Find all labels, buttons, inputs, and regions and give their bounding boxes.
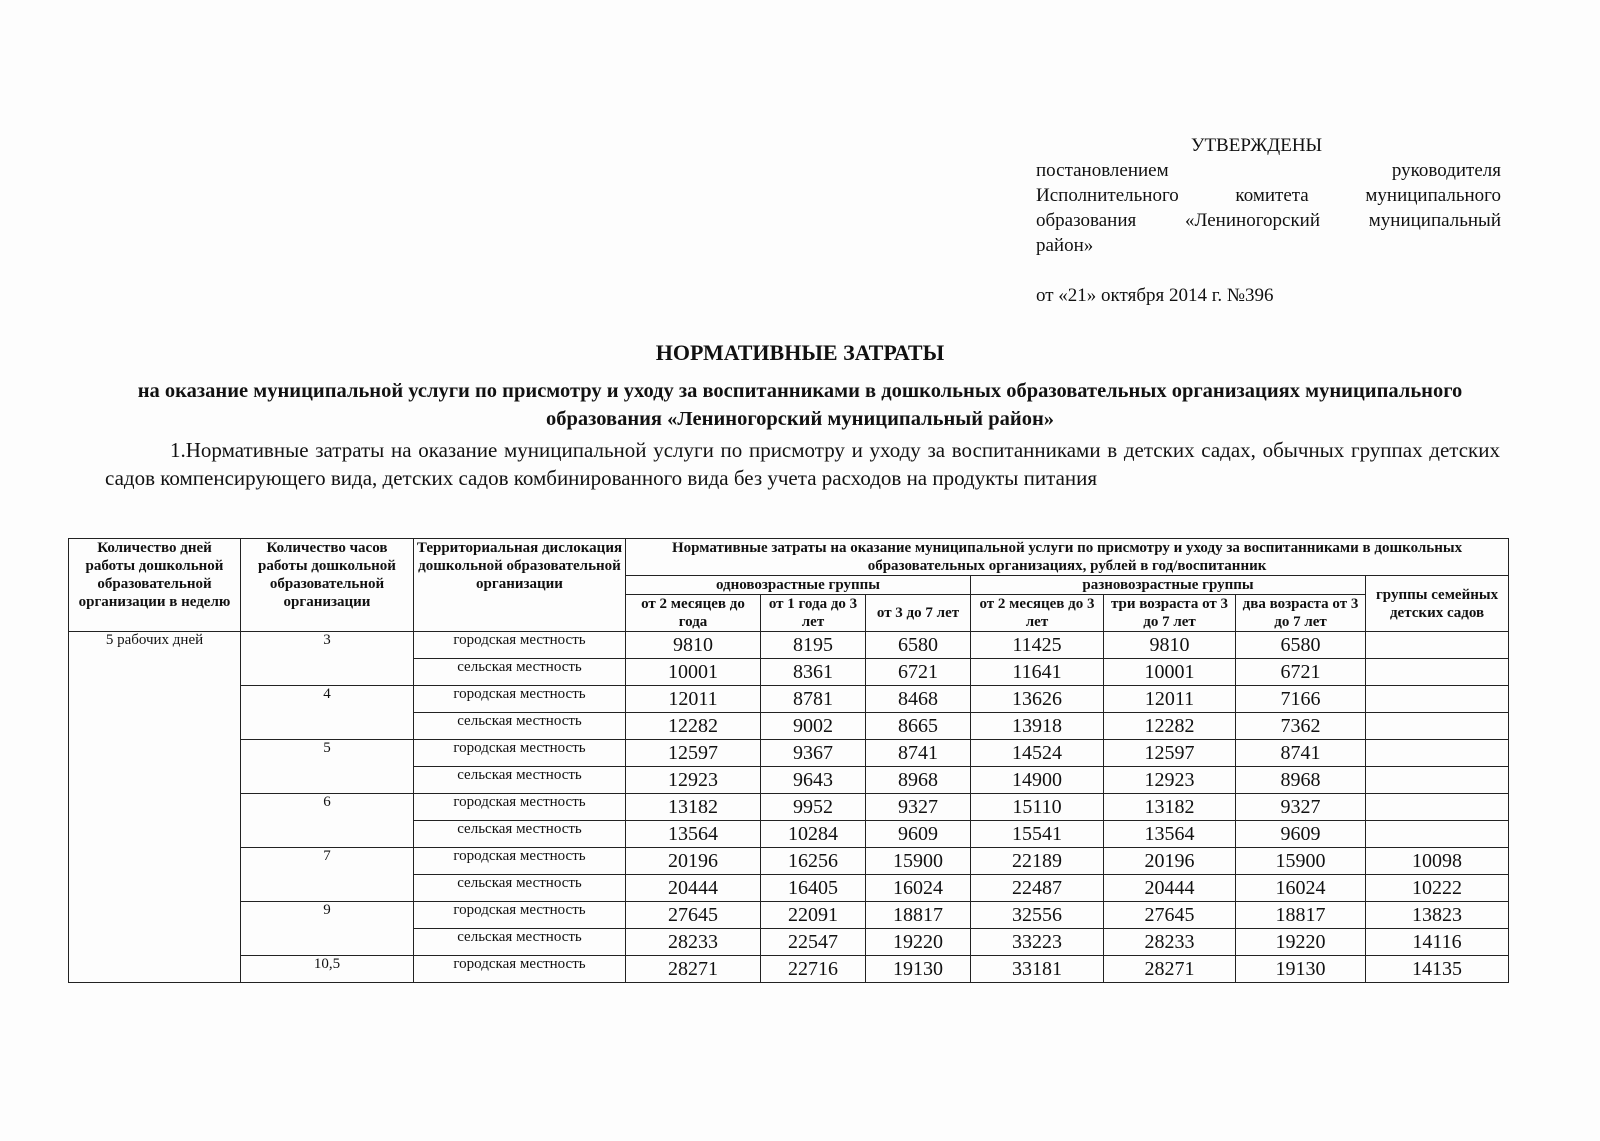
approval-block xyxy=(1036,133,1501,308)
value-cell: 13626 xyxy=(971,686,1104,713)
value-cell: 15900 xyxy=(1236,848,1366,875)
value-cell: 28233 xyxy=(1104,929,1236,956)
header-col: от 3 до 7 лет xyxy=(866,595,971,632)
hours-cell: 5 xyxy=(241,740,414,794)
header-col: от 2 месяцев до года xyxy=(626,595,761,632)
value-cell: 6721 xyxy=(866,659,971,686)
value-cell: 12597 xyxy=(626,740,761,767)
location-cell: сельская местность xyxy=(414,821,626,848)
value-cell: 19130 xyxy=(866,956,971,983)
header-col: от 2 месяцев до 3 лет xyxy=(971,595,1104,632)
value-cell: 15900 xyxy=(866,848,971,875)
value-cell: 22189 xyxy=(971,848,1104,875)
value-cell: 8665 xyxy=(866,713,971,740)
value-cell: 8741 xyxy=(866,740,971,767)
value-cell: 28271 xyxy=(1104,956,1236,983)
hours-cell: 3 xyxy=(241,632,414,686)
value-cell: 19130 xyxy=(1236,956,1366,983)
value-cell: 9643 xyxy=(761,767,866,794)
value-cell: 16256 xyxy=(761,848,866,875)
value-cell: 8741 xyxy=(1236,740,1366,767)
value-cell: 22547 xyxy=(761,929,866,956)
value-cell xyxy=(1366,821,1509,848)
value-cell: 16024 xyxy=(1236,875,1366,902)
value-cell xyxy=(1366,794,1509,821)
location-cell: городская местность xyxy=(414,632,626,659)
value-cell: 9327 xyxy=(1236,794,1366,821)
location-cell: городская местность xyxy=(414,740,626,767)
approval-line: Исполнительного комитета муниципального xyxy=(1036,185,1501,206)
value-cell: 13564 xyxy=(626,821,761,848)
header-costs: Нормативные затраты на оказание муниципальной услуги по присмотру и уходу за воспитанниками в дошкольных образовательных организациях, рублей в год/воспитанник xyxy=(626,539,1509,576)
value-cell: 27645 xyxy=(626,902,761,929)
value-cell xyxy=(1366,713,1509,740)
value-cell: 14135 xyxy=(1366,956,1509,983)
hours-cell: 9 xyxy=(241,902,414,956)
value-cell: 6580 xyxy=(866,632,971,659)
value-cell: 33223 xyxy=(971,929,1104,956)
value-cell: 15541 xyxy=(971,821,1104,848)
value-cell xyxy=(1366,632,1509,659)
approval-date: от «21» октября 2014 г. №396 xyxy=(1036,285,1274,306)
paragraph-1: 1.Нормативные затраты на оказание муниципальной услуги по присмотру и уходу за воспитанниками в детских садах, обычных группах детских садов компенсирующего вида, детских садов комбинированного вида без учета расходов на продукты питания xyxy=(105,438,1500,490)
value-cell: 22716 xyxy=(761,956,866,983)
value-cell: 9002 xyxy=(761,713,866,740)
document-title: НОРМАТИВНЫЕ ЗАТРАТЫ xyxy=(655,340,945,365)
value-cell: 11425 xyxy=(971,632,1104,659)
value-cell xyxy=(1366,740,1509,767)
value-cell: 13564 xyxy=(1104,821,1236,848)
hours-cell: 4 xyxy=(241,686,414,740)
approval-line: район» xyxy=(1036,235,1094,256)
value-cell: 10222 xyxy=(1366,875,1509,902)
location-cell: городская местность xyxy=(414,902,626,929)
value-cell: 14900 xyxy=(971,767,1104,794)
value-cell xyxy=(1366,767,1509,794)
table-row xyxy=(69,686,1509,713)
header-mixed-age: разновозрастные группы xyxy=(971,576,1366,595)
value-cell: 12282 xyxy=(1104,713,1236,740)
hours-cell: 10,5 xyxy=(241,956,414,983)
value-cell: 20196 xyxy=(1104,848,1236,875)
value-cell: 11641 xyxy=(971,659,1104,686)
value-cell: 19220 xyxy=(866,929,971,956)
value-cell: 20444 xyxy=(626,875,761,902)
value-cell: 14116 xyxy=(1366,929,1509,956)
value-cell: 10284 xyxy=(761,821,866,848)
value-cell: 22487 xyxy=(971,875,1104,902)
header-location: Территориальная дислокация дошкольной образовательной организации xyxy=(414,539,626,632)
value-cell: 12923 xyxy=(626,767,761,794)
value-cell: 20196 xyxy=(626,848,761,875)
value-cell: 12282 xyxy=(626,713,761,740)
header-col: от 1 года до 3 лет xyxy=(761,595,866,632)
header-same-age: одновозрастные группы xyxy=(626,576,971,595)
document-subtitle: на оказание муниципальной услуги по присмотру и уходу за воспитанниками в дошкольных образовательных организациях муниципального образования «Лениногорский муниципальный район» xyxy=(137,380,1463,430)
value-cell: 8968 xyxy=(1236,767,1366,794)
value-cell: 19220 xyxy=(1236,929,1366,956)
value-cell: 12011 xyxy=(626,686,761,713)
value-cell: 18817 xyxy=(866,902,971,929)
value-cell xyxy=(1366,686,1509,713)
value-cell: 9810 xyxy=(626,632,761,659)
value-cell: 12923 xyxy=(1104,767,1236,794)
table-body xyxy=(69,632,1509,983)
table-row xyxy=(69,848,1509,875)
location-cell: городская местность xyxy=(414,794,626,821)
location-cell: сельская местность xyxy=(414,767,626,794)
value-cell: 28271 xyxy=(626,956,761,983)
table-row xyxy=(69,956,1509,983)
value-cell: 7166 xyxy=(1236,686,1366,713)
value-cell: 9810 xyxy=(1104,632,1236,659)
days-cell: 5 рабочих дней xyxy=(69,632,241,983)
value-cell: 18817 xyxy=(1236,902,1366,929)
value-cell: 9367 xyxy=(761,740,866,767)
value-cell: 22091 xyxy=(761,902,866,929)
value-cell: 32556 xyxy=(971,902,1104,929)
value-cell: 8361 xyxy=(761,659,866,686)
value-cell: 6580 xyxy=(1236,632,1366,659)
header-col: три возраста от 3 до 7 лет xyxy=(1104,595,1236,632)
value-cell: 7362 xyxy=(1236,713,1366,740)
location-cell: сельская местность xyxy=(414,659,626,686)
hours-cell: 6 xyxy=(241,794,414,848)
value-cell: 13182 xyxy=(1104,794,1236,821)
header-hours: Количество часов работы дошкольной образовательной организации xyxy=(241,539,414,632)
value-cell: 8195 xyxy=(761,632,866,659)
value-cell: 12597 xyxy=(1104,740,1236,767)
location-cell: городская местность xyxy=(414,956,626,983)
header-col: два возраста от 3 до 7 лет xyxy=(1236,595,1366,632)
header-days: Количество дней работы дошкольной образовательной организации в неделю xyxy=(69,539,241,632)
value-cell: 12011 xyxy=(1104,686,1236,713)
value-cell: 15110 xyxy=(971,794,1104,821)
hours-cell: 7 xyxy=(241,848,414,902)
value-cell: 14524 xyxy=(971,740,1104,767)
table-row xyxy=(69,794,1509,821)
location-cell: городская местность xyxy=(414,686,626,713)
table-row xyxy=(69,632,1509,659)
value-cell: 33181 xyxy=(971,956,1104,983)
value-cell: 9327 xyxy=(866,794,971,821)
value-cell: 9609 xyxy=(1236,821,1366,848)
value-cell: 16405 xyxy=(761,875,866,902)
value-cell: 16024 xyxy=(866,875,971,902)
table-row xyxy=(69,902,1509,929)
value-cell: 28233 xyxy=(626,929,761,956)
approval-line: постановлением руководителя xyxy=(1036,160,1501,181)
value-cell: 13918 xyxy=(971,713,1104,740)
value-cell: 9952 xyxy=(761,794,866,821)
value-cell: 10098 xyxy=(1366,848,1509,875)
value-cell: 8968 xyxy=(866,767,971,794)
value-cell: 20444 xyxy=(1104,875,1236,902)
approval-title: УТВЕРЖДЕНЫ xyxy=(1191,135,1323,156)
value-cell xyxy=(1366,659,1509,686)
cost-table xyxy=(68,538,1509,983)
value-cell: 9609 xyxy=(866,821,971,848)
value-cell: 8781 xyxy=(761,686,866,713)
value-cell: 8468 xyxy=(866,686,971,713)
header-family: группы семейных детских садов xyxy=(1366,576,1509,632)
location-cell: сельская местность xyxy=(414,713,626,740)
value-cell: 10001 xyxy=(626,659,761,686)
value-cell: 13823 xyxy=(1366,902,1509,929)
location-cell: городская местность xyxy=(414,848,626,875)
value-cell: 10001 xyxy=(1104,659,1236,686)
value-cell: 13182 xyxy=(626,794,761,821)
location-cell: сельская местность xyxy=(414,929,626,956)
value-cell: 27645 xyxy=(1104,902,1236,929)
value-cell: 6721 xyxy=(1236,659,1366,686)
approval-line: образования «Лениногорский муниципальный xyxy=(1036,210,1501,231)
table-row xyxy=(69,740,1509,767)
location-cell: сельская местность xyxy=(414,875,626,902)
